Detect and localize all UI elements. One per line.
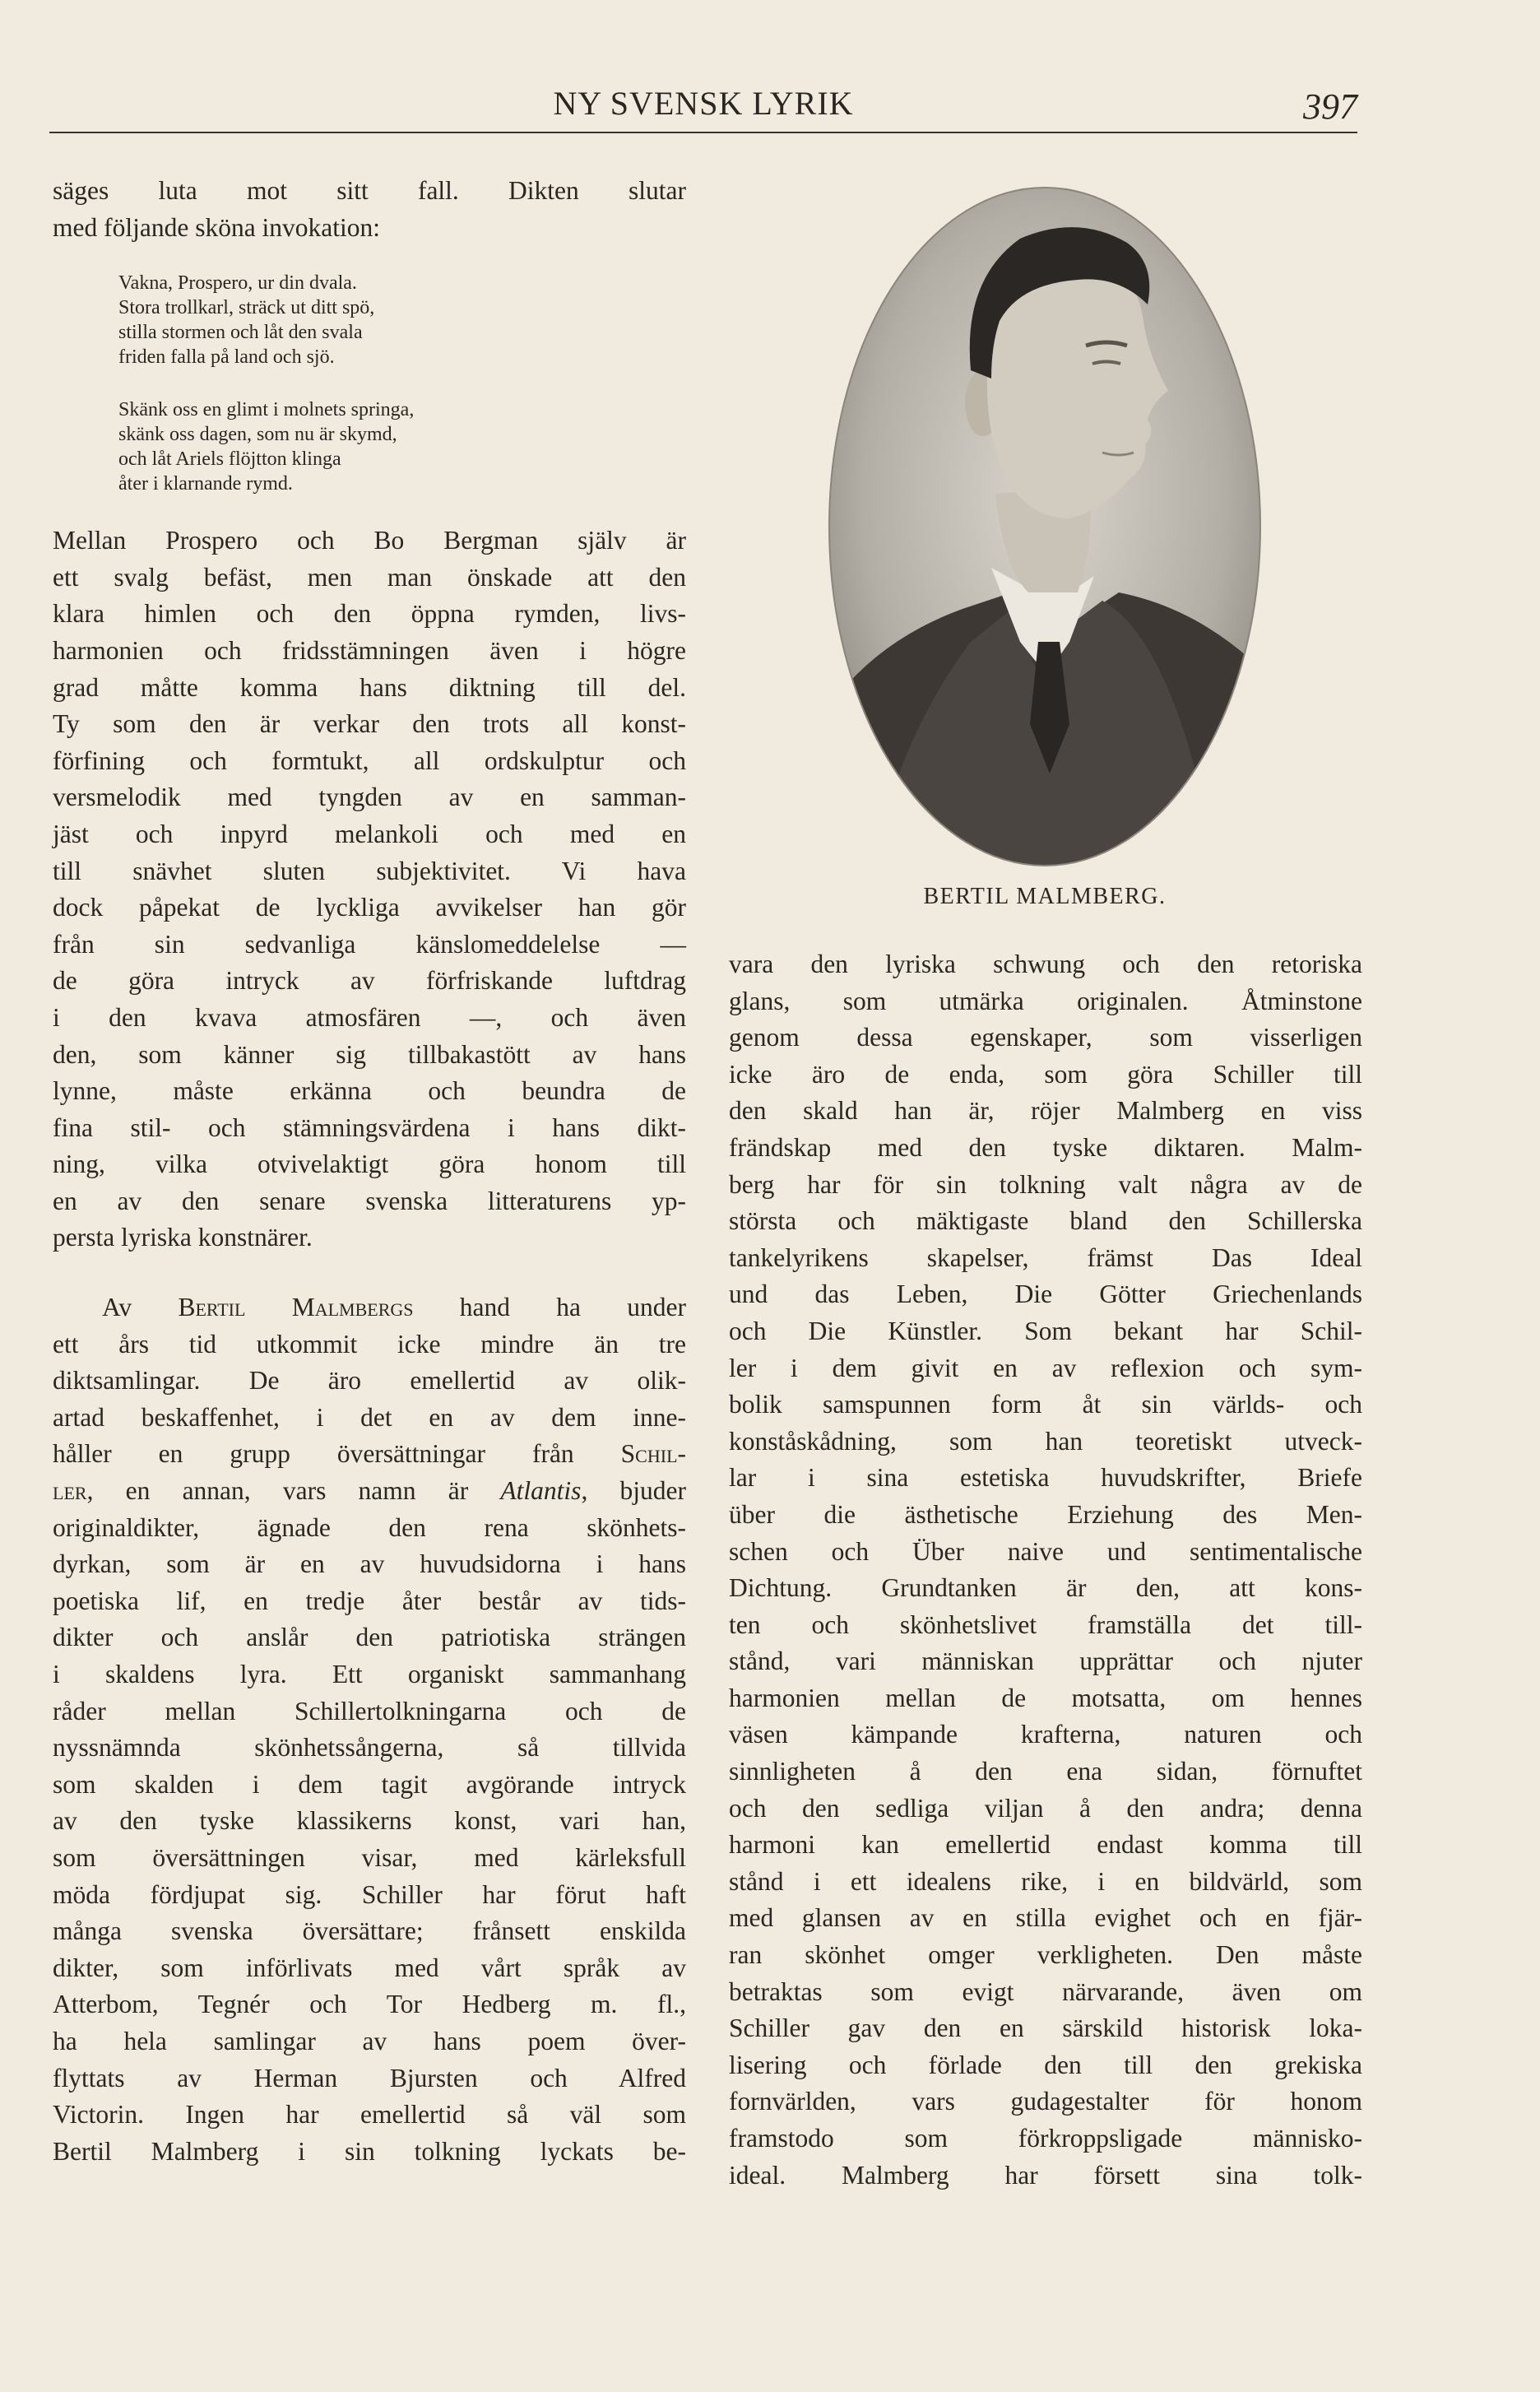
- text-line: dikter och anslår den patriotiska strängen: [53, 1623, 686, 1652]
- portrait-photo: [823, 181, 1267, 872]
- text-line: ten och skönhetslivet framställa det till-: [729, 1609, 1362, 1639]
- text-line: und das Leben, Die Götter Griechenlands: [729, 1280, 1362, 1309]
- text-line: ett svalg befäst, men man önskade att den: [53, 562, 686, 592]
- text-line: bolik samspunnen form åt sin världs- och: [729, 1390, 1362, 1419]
- text-line: Mellan Prospero och Bo Bergman själv är: [53, 526, 686, 555]
- intro-text: [53, 173, 686, 246]
- text-line: säges luta mot sitt fall. Dikten slutar: [53, 176, 686, 205]
- poem-verse: Stora trollkarl, sträck ut ditt spö,: [118, 297, 375, 319]
- paragraph-prospero: [53, 523, 686, 1256]
- text-line: Bertil Malmberg i sin tolkning lyckats be-: [53, 2136, 686, 2166]
- text-line: betraktas som evigt närvarande, även om: [729, 1976, 1362, 2006]
- text-line: sinnligheten å den ena sidan, förnuftet: [729, 1757, 1362, 1786]
- text-line: klara himlen och den öppna rymden, livs-: [53, 599, 686, 629]
- text-line: lar i sina estetiska huvudskrifter, Briefe: [729, 1463, 1362, 1493]
- text-line: Av Bertil Malmbergs hand ha under: [102, 1293, 686, 1322]
- text-line: ran skönhet omger verkligheten. Den måste: [729, 1940, 1362, 1970]
- text-line: Atterbom, Tegnér och Tor Hedberg m. fl.,: [53, 1990, 686, 2019]
- running-title: NY SVENSK LYRIK: [553, 85, 854, 122]
- poem-verse: och låt Ariels flöjtton klinga: [118, 448, 341, 471]
- text-line: Ty som den är verkar den trots all konst-: [53, 709, 686, 739]
- text-line: fornvärlden, vars gudagestalter för honom: [729, 2087, 1362, 2116]
- text-line: och den sedliga viljan å den andra; denna: [729, 1793, 1362, 1823]
- text-line: icke äro de enda, som göra Schiller till: [729, 1059, 1362, 1089]
- text-line: förfining och formtukt, all ordskulptur och: [53, 745, 686, 775]
- paragraph-schiller: [729, 946, 1362, 2194]
- text-line: lynne, måste erkänna och beundra de: [53, 1076, 686, 1106]
- book-title: Atlantis: [500, 1476, 582, 1506]
- text-line: största och mäktigaste bland den Schillerska: [729, 1206, 1362, 1236]
- page-number: 397: [1303, 86, 1357, 127]
- text-line: glans, som utmärka originalen. Åtminstone: [729, 986, 1362, 1015]
- text-line: håller en grupp översättningar från Schil-: [53, 1439, 686, 1469]
- text-line: über die ästhetische Erziehung des Men-: [729, 1499, 1362, 1529]
- text-line: diktsamlingar. De äro emellertid av olik-: [53, 1366, 686, 1396]
- text-line: den, som känner sig tillbakastött av hans: [53, 1039, 686, 1069]
- text-line: ett års tid utkommit icke mindre än tre: [53, 1329, 686, 1359]
- text-line: till snävhet sluten subjektivitet. Vi hava: [53, 856, 686, 885]
- paragraph-malmberg: [53, 1289, 686, 2170]
- poem-stanza: [118, 397, 686, 496]
- text-line: grad måtte komma hans diktning till del.: [53, 672, 686, 702]
- text-line: stånd, vari människan upprättar och njuter: [729, 1647, 1362, 1676]
- text-line: många svenska översättare; frånsett enskilda: [53, 1916, 686, 1946]
- text-line: persta lyriska konstnärer.: [53, 1223, 313, 1252]
- text-line: ler i dem givit en av reflexion och sym-: [729, 1353, 1362, 1382]
- text-line: fina stil- och stämningsvärdena i hans dikt-: [53, 1112, 686, 1142]
- text-line: ha hela samlingar av hans poem över-: [53, 2026, 686, 2055]
- text-line: av den tyske klassikerns konst, vari han,: [53, 1806, 686, 1836]
- author-name: Schil-: [620, 1439, 686, 1469]
- text-line: den skald han är, röjer Malmberg en viss: [729, 1096, 1362, 1126]
- text-line: som översättningen visar, med kärleksfull: [53, 1842, 686, 1872]
- text-line: dyrkan, som är en av huvudsidorna i hans: [53, 1549, 686, 1579]
- text-line: Dichtung. Grundtanken är den, att kons-: [729, 1573, 1362, 1603]
- quoted-poem: [53, 271, 686, 496]
- text-line: i den kvava atmosfären —, och även: [53, 1002, 686, 1032]
- poem-verse: friden falla på land och sjö.: [118, 346, 335, 369]
- text-line: harmoni kan emellertid endast komma till: [729, 1830, 1362, 1860]
- text-line: ning, vilka otvivelaktigt göra honom till: [53, 1150, 686, 1179]
- text-line: de göra intryck av förfriskande luftdrag: [53, 966, 686, 996]
- text-line: lisering och förlade den till den grekiska: [729, 2050, 1362, 2079]
- text-line: frändskap med den tyske diktaren. Malm-: [729, 1132, 1362, 1162]
- text-line: konståskådning, som han teoretiskt utveck-: [729, 1426, 1362, 1456]
- text-line: tankelyrikens skapelser, främst Das Ideal: [729, 1242, 1362, 1272]
- text-line: möda fördjupat sig. Schiller har förut haft: [53, 1879, 686, 1909]
- text-line: genom dessa egenskaper, som visserligen: [729, 1023, 1362, 1052]
- text-line: som skalden i dem tagit avgörande intryck: [53, 1769, 686, 1799]
- text-line: versmelodik med tyngden av en samman-: [53, 783, 686, 812]
- text-line: väsen kämpande krafterna, naturen och: [729, 1720, 1362, 1749]
- text-line: framstodo som förkroppsligade människo-: [729, 2124, 1362, 2153]
- text-line: poetiska lif, en tredje åter består av tids-: [53, 1586, 686, 1615]
- text-line: berg har för sin tolkning valt några av de: [729, 1169, 1362, 1199]
- header-rule: [49, 132, 1357, 133]
- text-line: en av den senare svenska litteraturens yp-: [53, 1186, 686, 1215]
- text-line: Victorin. Ingen har emellertid så väl som: [53, 2100, 686, 2130]
- text-line: artad beskaffenhet, i det en av dem inne-: [53, 1402, 686, 1432]
- text-line: stånd i ett idealens rike, i en bildvärld, som: [729, 1866, 1362, 1896]
- poem-verse: stilla stormen och låt den svala: [118, 322, 363, 344]
- left-column: [53, 173, 686, 2170]
- text-line: från sin sedvanliga känslomeddelelse —: [53, 929, 686, 959]
- text-line: i skaldens lyra. Ett organiskt sammanhang: [53, 1660, 686, 1688]
- text-line: Schiller gav den en särskild historisk loka-: [729, 2013, 1362, 2043]
- text-line: schen och Über naive und sentimentalische: [729, 1536, 1362, 1566]
- text-line: nyssnämnda skönhetssångerna, så tillvida: [53, 1733, 686, 1763]
- text-line: ler, en annan, vars namn är Atlantis, bjuder: [53, 1476, 686, 1506]
- text-line: flyttats av Herman Bjursten och Alfred: [53, 2063, 686, 2092]
- text-line: dikter, som införlivats med vårt språk av: [53, 1953, 686, 1982]
- text-line: harmonien och fridsstämningen även i högre: [53, 635, 686, 665]
- poem-stanza: [118, 271, 686, 369]
- text-line: jäst och inpyrd melankoli och med en: [53, 819, 686, 848]
- text-line: och Die Künstler. Som bekant har Schil-: [729, 1316, 1362, 1345]
- text-line: med följande sköna invokation:: [53, 212, 381, 242]
- portrait-caption: BERTIL MALMBERG.: [923, 884, 1167, 909]
- author-name: ler: [53, 1476, 87, 1506]
- text-line: vara den lyriska schwung och den retoriska: [729, 950, 1362, 978]
- poem-verse: skänk oss dagen, som nu är skymd,: [118, 424, 397, 446]
- right-column: [729, 946, 1362, 2194]
- text-line: med glansen av en stilla evighet och en fjär-: [729, 1903, 1362, 1933]
- author-name: Bertil Malmbergs: [178, 1293, 414, 1322]
- page-header: [49, 81, 1357, 138]
- text-line: ideal. Malmberg har försett sina tolk-: [729, 2160, 1362, 2190]
- text-line: dock påpekat de lyckliga avvikelser han gör: [53, 893, 686, 922]
- poem-verse: åter i klarnande rymd.: [118, 473, 293, 495]
- text-line: råder mellan Schillertolkningarna och de: [53, 1696, 686, 1725]
- poem-verse: Skänk oss en glimt i molnets springa,: [118, 399, 415, 421]
- text-line: harmonien mellan de motsatta, om hennes: [729, 1683, 1362, 1712]
- poem-verse: Vakna, Prospero, ur din dvala.: [118, 272, 357, 295]
- text-line: originaldikter, ägnade den rena skönhets-: [53, 1512, 686, 1542]
